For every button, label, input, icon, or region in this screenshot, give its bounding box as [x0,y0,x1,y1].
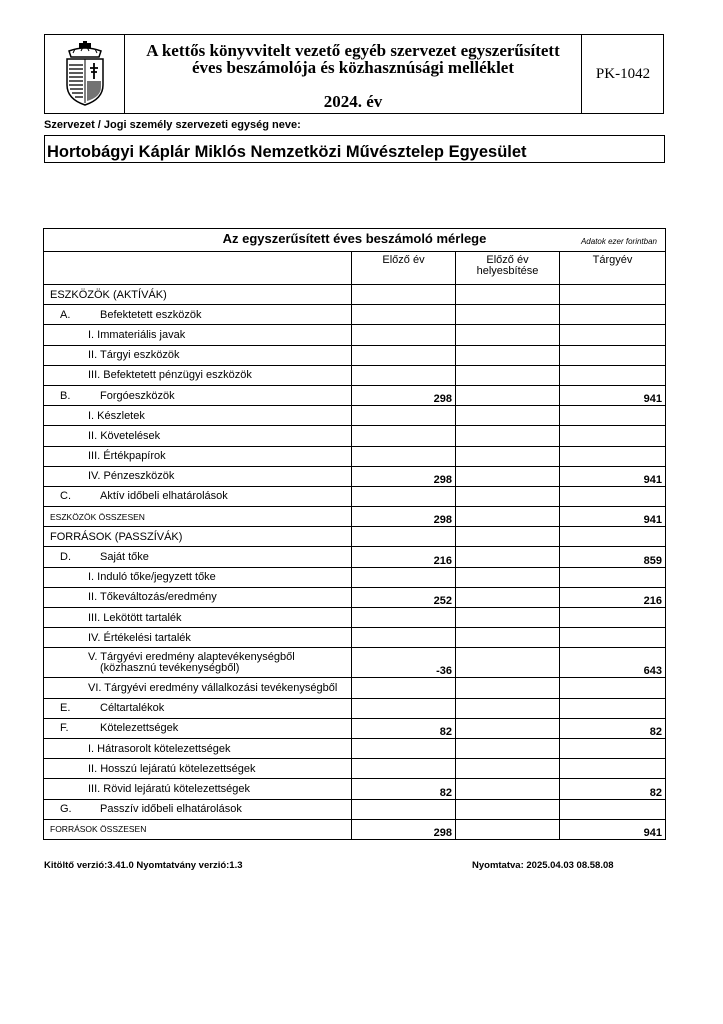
value-adjustment [456,426,560,446]
organization-label: Szervezet / Jogi személy szervezeti egység neve: [44,119,301,131]
value-prev-year [352,325,456,345]
value-prev-year: 216 [352,547,456,567]
value-adjustment [456,285,560,305]
row-label [44,305,352,325]
table-row [44,507,666,527]
table-row [44,779,666,799]
value-current-year: 941 [560,819,666,839]
row-letter: A. [60,308,71,321]
value-current-year [560,325,666,345]
table-row [44,527,666,547]
table-caption-row [44,229,666,252]
value-prev-year [352,365,456,385]
row-label [44,718,352,738]
row-label: VI. Tárgyévi eredmény vállalkozási tevékenységből [44,678,352,698]
table-row [44,738,666,758]
value-current-year [560,406,666,426]
value-current-year: 643 [560,648,666,678]
column-header-adjustment [456,252,560,285]
value-current-year [560,285,666,305]
table-row [44,426,666,446]
table-row [44,608,666,628]
table-title: Az egyszerűsített éves beszámoló mérlege [222,231,487,246]
value-adjustment [456,527,560,547]
value-adjustment [456,738,560,758]
row-label: II. Tárgyi eszközök [44,345,352,365]
value-adjustment [456,779,560,799]
value-current-year [560,486,666,506]
row-letter: G. [60,803,72,816]
table-row [44,799,666,819]
column-header-row [44,252,666,285]
value-current-year [560,426,666,446]
coat-of-arms-icon [45,35,125,113]
row-letter: D. [60,551,71,564]
value-prev-year [352,567,456,587]
table-row [44,466,666,486]
table-row [44,345,666,365]
column-header-current: Tárgyév [560,252,666,285]
row-label [44,648,352,678]
value-adjustment [456,759,560,779]
row-label: II. Tőkeváltozás/eredmény [44,587,352,607]
row-label-text: Befektetett eszközök [100,308,202,321]
value-current-year [560,446,666,466]
value-prev-year [352,486,456,506]
row-label: ESZKÖZÖK ÖSSZESEN [44,507,352,527]
unit-note: Adatok ezer forintban [580,237,657,246]
row-label: I. Immateriális javak [44,325,352,345]
row-label: FORRÁSOK ÖSSZESEN [44,819,352,839]
row-label-line1: V. Tárgyévi eredmény alaptevékenységből [88,651,295,664]
table-row [44,446,666,466]
value-current-year [560,698,666,718]
value-current-year: 859 [560,547,666,567]
value-adjustment [456,819,560,839]
value-adjustment [456,325,560,345]
title-line-1: A kettős könyvvitelt vezető egyéb szervezet egyszerűsített [146,41,560,60]
value-adjustment [456,385,560,405]
value-current-year: 941 [560,507,666,527]
value-current-year [560,678,666,698]
column-header-blank [44,252,352,285]
value-adjustment [456,628,560,648]
table-row [44,678,666,698]
row-label [44,799,352,819]
row-letter: F. [60,722,69,735]
row-label: III. Befektetett pénzügyi eszközök [44,365,352,385]
value-current-year: 216 [560,587,666,607]
value-prev-year [352,527,456,547]
row-label: II. Követelések [44,426,352,446]
value-prev-year: 298 [352,819,456,839]
table-row [44,285,666,305]
value-prev-year [352,345,456,365]
value-adjustment [456,486,560,506]
value-prev-year: -36 [352,648,456,678]
row-label: I. Készletek [44,406,352,426]
value-current-year [560,628,666,648]
form-code: PK-1042 [581,35,664,113]
value-prev-year [352,628,456,648]
organization-name: Hortobágyi Káplár Miklós Nemzetközi Művésztelep Egyesület [44,135,665,163]
row-label [44,698,352,718]
value-current-year: 941 [560,466,666,486]
value-current-year: 82 [560,779,666,799]
row-label: IV. Értékelési tartalék [44,628,352,648]
balance-sheet-table [43,228,666,840]
value-current-year [560,365,666,385]
value-prev-year [352,799,456,819]
value-prev-year [352,738,456,758]
table-row [44,406,666,426]
value-current-year [560,305,666,325]
table-row [44,759,666,779]
value-current-year [560,799,666,819]
version-info: Kitöltő verzió:3.41.0 Nyomtatvány verzió:1.3 [44,860,243,871]
value-current-year [560,759,666,779]
value-adjustment [456,406,560,426]
table-row [44,648,666,678]
value-adjustment [456,678,560,698]
row-letter: B. [60,389,71,402]
table-row [44,325,666,345]
print-timestamp: Nyomtatva: 2025.04.03 08.58.08 [472,860,614,871]
row-label [44,486,352,506]
value-current-year [560,738,666,758]
value-current-year [560,567,666,587]
table-row [44,587,666,607]
value-prev-year: 298 [352,466,456,486]
row-label-text: Céltartalékok [100,702,165,715]
value-prev-year: 82 [352,718,456,738]
value-adjustment [456,365,560,385]
form-title [125,35,581,113]
row-label: III. Lekötött tartalék [44,608,352,628]
value-current-year [560,608,666,628]
value-adjustment [456,718,560,738]
value-current-year [560,345,666,365]
value-prev-year [352,698,456,718]
row-label-text: Saját tőke [100,551,149,564]
report-year: 2024. év [323,92,383,111]
value-adjustment [456,507,560,527]
value-prev-year [352,426,456,446]
value-adjustment [456,305,560,325]
row-label: III. Értékpapírok [44,446,352,466]
table-row [44,819,666,839]
row-label: III. Rövid lejáratú kötelezettségek [44,779,352,799]
column-header-prev: Előző év [352,252,456,285]
row-label: ESZKÖZÖK (AKTÍVÁK) [44,285,352,305]
table-row [44,567,666,587]
row-letter: E. [60,702,71,715]
table-row [44,385,666,405]
row-letter: C. [60,490,71,503]
row-label: FORRÁSOK (PASSZÍVÁK) [44,527,352,547]
table-row [44,365,666,385]
table-row [44,698,666,718]
row-label-text: Forgóeszközök [100,389,175,402]
value-current-year: 82 [560,718,666,738]
row-label [44,385,352,405]
value-current-year: 941 [560,385,666,405]
value-prev-year [352,759,456,779]
value-adjustment [456,345,560,365]
table-row [44,547,666,567]
value-adjustment [456,799,560,819]
value-prev-year: 252 [352,587,456,607]
value-adjustment [456,587,560,607]
value-prev-year [352,285,456,305]
form-header [44,34,664,114]
value-current-year [560,527,666,547]
value-prev-year: 298 [352,385,456,405]
row-label-text: Kötelezettségek [100,722,179,735]
row-label: II. Hosszú lejáratú kötelezettségek [44,759,352,779]
row-label-text: Aktív időbeli elhatárolások [100,490,228,503]
column-header-adjustment-line1: Előző év [486,254,529,266]
row-label: I. Induló tőke/jegyzett tőke [44,567,352,587]
value-adjustment [456,698,560,718]
row-label: IV. Pénzeszközök [44,466,352,486]
column-header-adjustment-line2: helyesbítése [476,265,539,277]
value-adjustment [456,547,560,567]
value-adjustment [456,648,560,678]
value-prev-year [352,305,456,325]
table-row [44,628,666,648]
row-label: I. Hátrasorolt kötelezettségek [44,738,352,758]
value-adjustment [456,446,560,466]
value-adjustment [456,608,560,628]
row-label [44,547,352,567]
value-adjustment [456,567,560,587]
table-row [44,718,666,738]
value-prev-year [352,608,456,628]
value-adjustment [456,466,560,486]
title-line-2: éves beszámolója és közhasznúsági melléklet [191,58,515,77]
value-prev-year [352,446,456,466]
value-prev-year: 298 [352,507,456,527]
value-prev-year [352,406,456,426]
row-label-line2: (közhasznú tevékenységből) [100,661,240,674]
value-prev-year: 82 [352,779,456,799]
value-prev-year [352,678,456,698]
row-label-text: Passzív időbeli elhatárolások [100,803,242,816]
table-row [44,486,666,506]
table-row [44,305,666,325]
